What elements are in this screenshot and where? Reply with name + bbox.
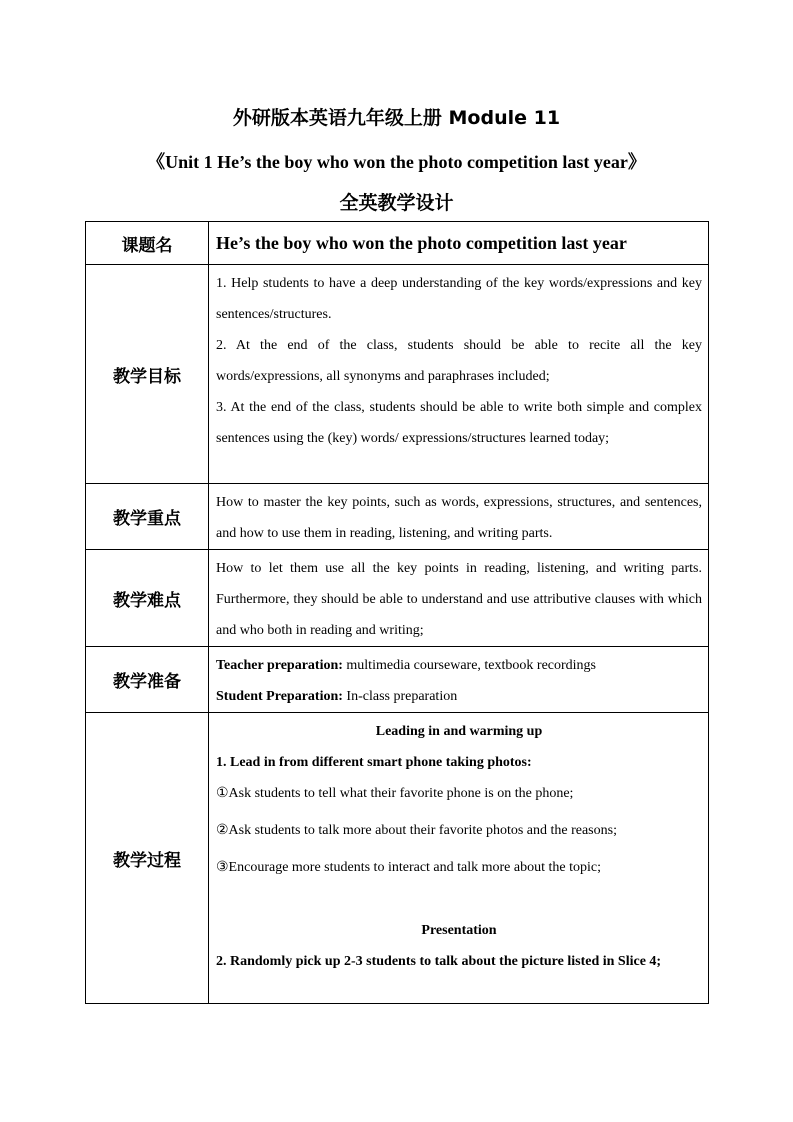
step-1-item-1: ①Ask students to tell what their favorite phone is on the phone; [216,786,574,801]
topic-label: 课题名 [86,222,209,265]
document-subtitle: 《Unit 1 He’s the boy who won the photo competition last year》 [147,152,646,172]
student-preparation-value: In-class preparation [342,689,458,704]
process-content [209,713,709,1004]
table-row-preparation [86,647,709,713]
difficulties-label: 教学难点 [86,550,209,647]
preparation-content [209,647,709,713]
step-1-item-3: ③Encourage more students to interact and talk more about the topic; [216,860,601,875]
teacher-preparation-value: multimedia courseware, textbook recordings [342,658,596,673]
preparation-label: 教学准备 [86,647,209,713]
objective-item-1: 1. Help students to have a deep understanding of the key words/expressions and key sentences/structures. [216,276,702,322]
lesson-plan-table [85,221,709,1004]
objectives-content [209,265,709,484]
key-points-text: How to master the key points, such as words, expressions, structures, and sentences, and how to use them in reading, listening, and writing parts. [209,484,709,550]
step-1-title: 1. Lead in from different smart phone taking photos: [216,755,532,770]
section-leading-in-title: Leading in and warming up [375,724,543,739]
table-row-process [86,713,709,1004]
process-label: 教学过程 [86,713,209,1004]
objective-item-3: 3. At the end of the class, students should be able to write both simple and complex sentences using the (key) words/ expressions/structures learned today; [216,400,702,446]
table-row-topic [86,222,709,265]
document-type: 全英教学设计 [339,192,454,214]
student-preparation [216,681,702,712]
difficulties-text: How to let them use all the key points in reading, listening, and writing parts. Furthermore, they should be able to understand and use attributive clauses with which and who both in reading and writing; [209,550,709,647]
teacher-preparation [216,650,702,681]
teacher-preparation-label: Teacher preparation: [216,658,343,673]
key-points-label: 教学重点 [86,484,209,550]
objective-item-2: 2. At the end of the class, students should be able to recite all the key words/expressions, all synonyms and paraphrases included; [216,338,702,384]
topic-value: He’s the boy who won the photo competition last year [209,222,709,265]
objectives-label: 教学目标 [86,265,209,484]
table-row-difficulties [86,550,709,647]
table-row-objectives [86,265,709,484]
table-row-key-points [86,484,709,550]
section-presentation-title: Presentation [421,923,497,938]
student-preparation-label: Student Preparation: [216,689,343,704]
step-1-item-2: ②Ask students to talk more about their favorite photos and the reasons; [216,823,617,838]
step-2-title: 2. Randomly pick up 2-3 students to talk about the picture listed in Slice 4; [216,954,662,969]
document-title: 外研版本英语九年级上册 Module 11 [232,107,561,129]
